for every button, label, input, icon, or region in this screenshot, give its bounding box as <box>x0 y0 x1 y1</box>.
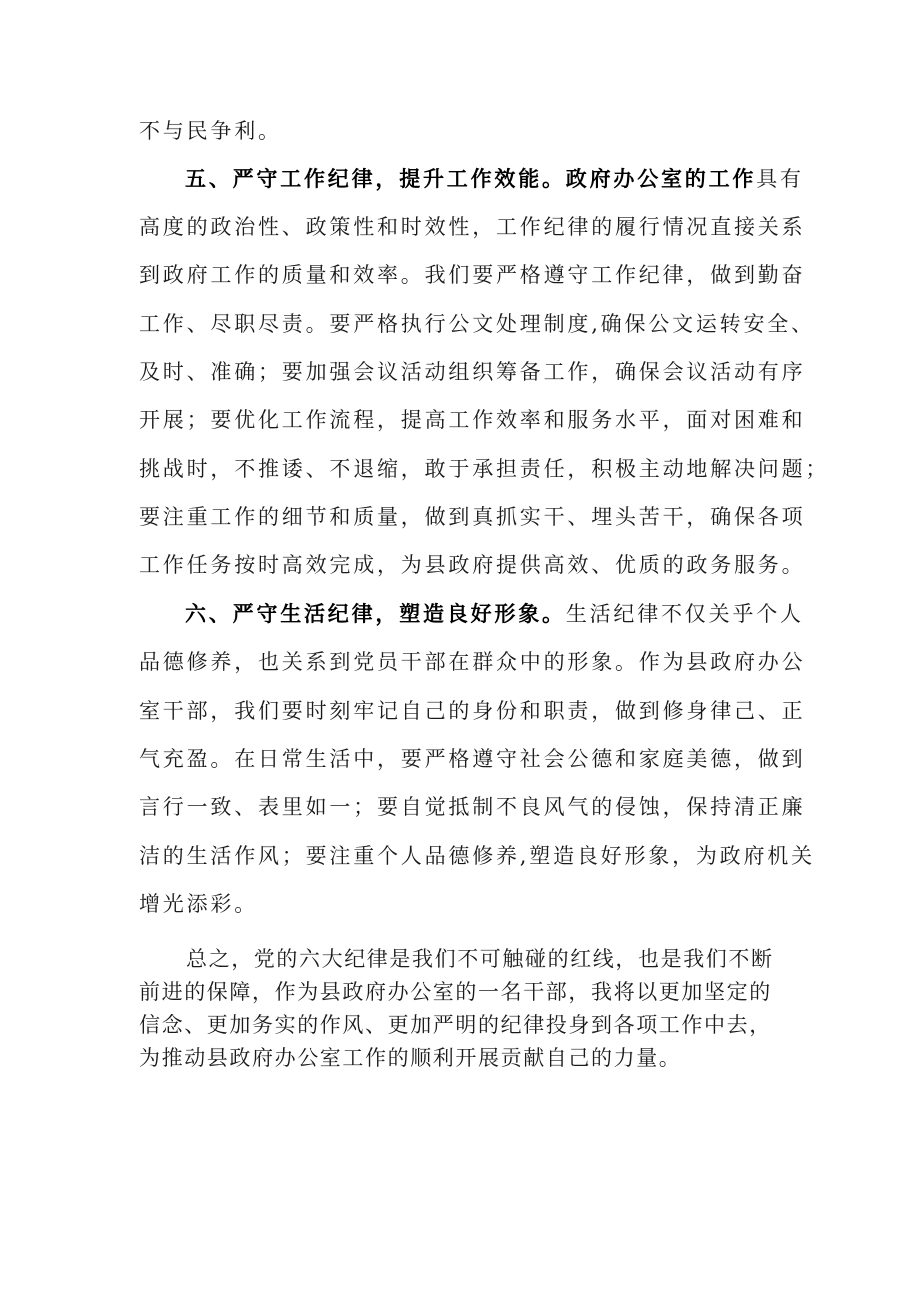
text-line <box>185 599 804 629</box>
section-heading: 六、严守生活纪律，塑造良好形象。 <box>185 601 566 626</box>
text-line: 为推动县政府办公室工作的顺利开展贡献自己的力量。 <box>139 1046 682 1070</box>
text-line: 总之，党的六大纪律是我们不可触碰的红线，也是我们不断 <box>186 947 774 971</box>
text-line: 挑战时，不推诿、不退缩，敢于承担责任，积极主动地解决问题； <box>139 457 830 481</box>
text-line: 开展；要优化工作流程，提高工作效率和服务水平，面对困难和 <box>139 408 806 432</box>
text-line: 要注重工作的细节和质量，做到真抓实干、埋头苦干，确保各项 <box>139 505 806 529</box>
text-line: 前进的保障，作为县政府办公室的一名干部，我将以更加坚定的 <box>139 980 772 1004</box>
text-run: 生活纪律不仅关乎个人 <box>565 602 804 626</box>
text-line: 言行一致、表里如一；要自觉抵制不良风气的侵蚀，保持清正廉 <box>139 795 806 819</box>
text-line: 到政府工作的质量和效率。我们要严格遵守工作纪律，做到勤奋 <box>139 263 806 287</box>
text-line: 工作、尽职尽责。要严格执行公文处理制度,确保公文运转安全、 <box>139 312 815 336</box>
text-line: 洁的生活作风；要注重个人品德修养,塑造良好形象，为政府机关 <box>139 844 815 868</box>
text-line: 高度的政治性、政策性和时效性，工作纪律的履行情况直接关系 <box>139 215 806 239</box>
text-line: 品德修养，也关系到党员干部在群众中的形象。作为县政府办公 <box>139 650 806 674</box>
section-heading: 五、严守工作纪律，提升工作效能。政府办公室的工作 <box>185 166 757 191</box>
text-line: 工作任务按时高效完成，为县政府提供高效、优质的政务服务。 <box>139 553 806 577</box>
text-line: 增光添彩。 <box>139 892 258 916</box>
text-line: 及时、准确；要加强会议活动组织筹备工作，确保会议活动有序 <box>139 360 806 384</box>
text-line <box>185 164 804 194</box>
text-line: 信念、更加务实的作风、更加严明的纪律投身到各项工作中去， <box>139 1013 772 1037</box>
text-line: 气充盈。在日常生活中，要严格遵守社会公德和家庭美德，做到 <box>139 747 806 771</box>
text-line: 室干部，我们要时刻牢记自己的身份和职责，做到修身律己、正 <box>139 699 806 723</box>
text-line: 不与民争利。 <box>139 119 282 143</box>
text-run: 具有 <box>756 167 804 191</box>
